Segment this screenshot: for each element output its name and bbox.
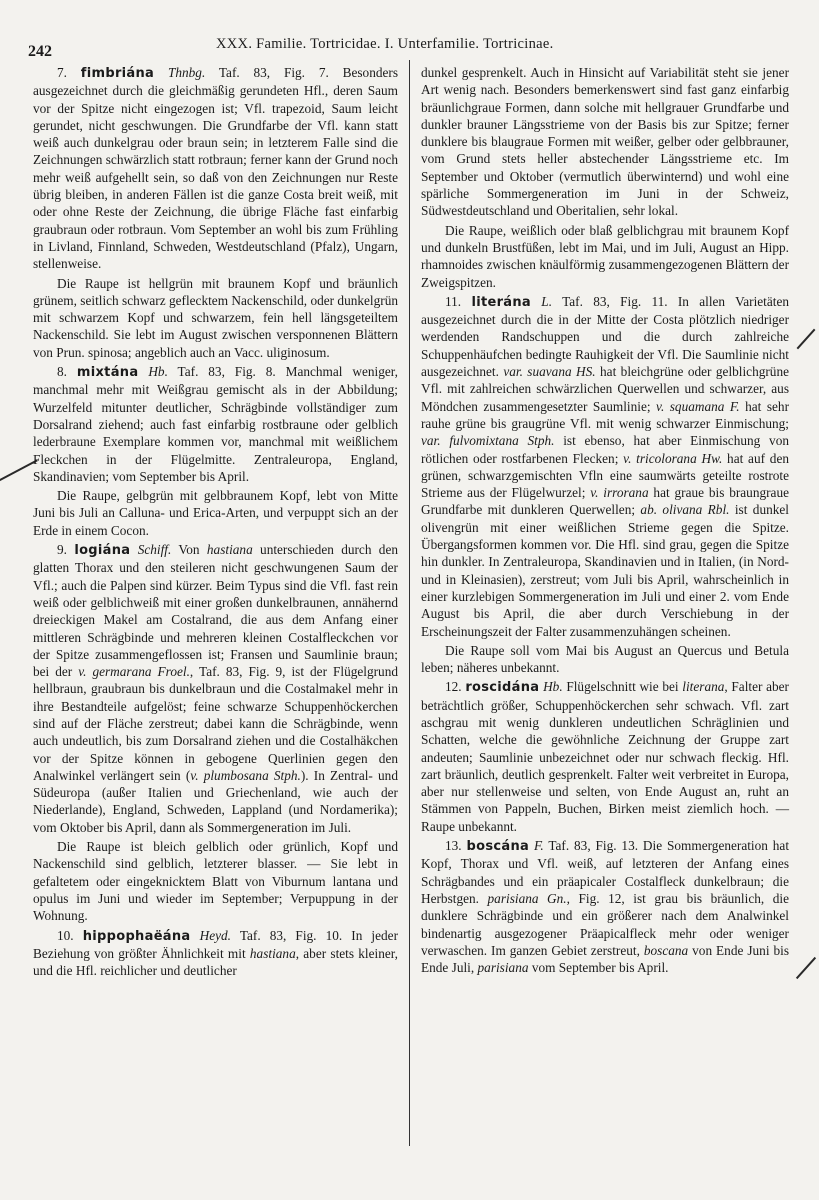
margin-pencil-mark xyxy=(796,957,816,979)
species-name: fimbriána xyxy=(80,66,155,81)
entry-number: 7. xyxy=(57,65,67,80)
entry-text: Taf. 83, Fig. 7. Besonders ausgezeichnet durch die gleichmäßig gerundeten Hfl., deren Saum vor der Spitze nicht eingezogen ist; Vfl. trapezoid, Saum leicht gerundet, nicht geschwungen. Die Grundfarbe der Vfl. kann statt weiß auch dunkelgrau oder braun sein; in letzterem Falle sind die Zeichnungen schwärzlich statt rotbraun; ferner kann der Grund noch mehr weiß aufgehellt sein, so daß von den Zeichnungen nur Reste übrig bleiben, in anderen Fällen ist die ganze Costa breit weiß, mit oder ohne Reste der Zeichnung, die übrige Fläche fast einfarbig graubraun oder rotbraun. Vom September an wohl bis zum Frühling in Livland, Finnland, Schweden, Westdeutschland (Pfalz), Ungarn, stellenweise. xyxy=(33,65,398,272)
entry-literana xyxy=(421,293,789,640)
entry-roscidana xyxy=(421,678,789,835)
entry-mixtana xyxy=(33,363,398,485)
entry-fimbriana xyxy=(33,64,398,273)
larva-paragraph: Die Raupe, weißlich oder blaß gelblichgrau mit braunem Kopf und dunkeln Brustfüßen, lebt im Mai, und im Juli, August an Hipp. rhamnoides zwischen knäulförmig zusammengezogenen Blättern der Zweigspitzen. xyxy=(421,222,789,290)
author: L. xyxy=(541,293,553,309)
species-reference: literana xyxy=(682,679,725,695)
entry-text: Taf. 83, Fig. 8. Manchmal weniger, manchmal mehr mit Weißgrau gemischt als in der Abbildung; Wurzelfeld mitunter deutlicher, Schrägbinde vollständiger zum Dorsalrand ziehend; auch fast einfarbig rostbraune oder gelblich lederbraune Exemplare kommen vor, manchmal mit weißlichem Fleckchen in der Flügelmitte. Zentraleuropa, England, Skandinavien; vom September bis April. xyxy=(33,364,399,484)
entry-text: ist dunkel olivengrün mit einer weißlichen Strieme gegen die Spitze. Übergangsformen kommen vor. Die Hfl. sind grau, gegen die Spitze hin dunkler. In Zentraleuropa, Skandinavien und in Italien, (in Nord- und in Kleinasien), zerstreut; vom Juli bis April, wahrscheinlich in einer kurzlebigen Sommergeneration im Juli und einer 2. vom Ende August bis April, die aber durch Verschiebung in der Erscheinungszeit der Falter zusammenzuhängen scheinen. xyxy=(421,502,789,639)
variety-name: parisiana xyxy=(477,960,529,976)
larva-paragraph: Die Raupe soll vom Mai bis August an Quercus und Betula leben; näheres unbekannt. xyxy=(421,642,789,676)
author: F. xyxy=(533,838,544,854)
species-name: literána xyxy=(471,294,531,310)
column-divider xyxy=(409,60,410,1146)
variety-name: parisiana Gn. xyxy=(487,890,567,906)
continued-paragraph: dunkel gesprenkelt. Auch in Hinsicht auf Variabilität steht sie jener Art wenig nach. Besonders bemerkenswert sind fast ganz einfarbig bräunlichgraue Formen, dann solche mit hellgrauer Grundfarbe und dunkler brauner Längsstrieme von der Basis bis zur Spitze; ferner dunklere bis blaugraue Formen mit weißer, gelber oder gelbbrauner, vom Grund stets heller abstechender Längsstrieme etc. Im September und Oktober (vermutlich überwinternd) und wohl eine spärliche Sommergeneration im Juni in der Schweiz, Südwestdeutschland und Oberitalien, sehr lokal. xyxy=(421,65,789,219)
author: Heyd. xyxy=(199,927,231,943)
entry-text: von Ende Juni bis Ende Juli, xyxy=(421,942,789,976)
entry-text: hat auf den grünen, schwarzgemischten Vfln eine saumwärts geteilte rostrote Strieme aus der Flügelwurzel; xyxy=(421,450,789,501)
entry-text: vom September bis April. xyxy=(528,960,669,976)
species-reference: boscana xyxy=(643,942,689,958)
entry-text: unterschieden durch den glatten Thorax und den steileren nicht geschwungenen Saum der Vfl.; auch die Palpen sind kürzer. Beim Typus sind die Vfl. fast rein weiß oder gelblichweiß mit einer großen dunkelbraunen, annähernd dreieckigen Makel am Costalrand, die aus dem Anfang einer mittleren Schrägbinde und mehreren kleinen Costalfleckchen vor der Spitze zusammengeflossen ist; Fransen und Saumlinie braun; bei der xyxy=(33,542,398,680)
entry-text: , Taf. 83, Fig. 9, ist der Flügelgrund hellbraun, graubraun bis dunkelbraun und die Costalmakel mehr in ihre Bestandteile aufgelöst; feine schwarze Schuppenhöckerchen sind auf der Fläche zerstreut; dabei kann die Schrägbinde, wenn auch undeutlich, bis zum Dorsalrand ziehen und die Costalhäkchen vor der Spitze können in gebogene Querlinien gegen den Analwinkel verlängert sein ( xyxy=(33,664,399,783)
variety-name: v. tricolorana Hw. xyxy=(623,450,723,466)
entry-text: ist ebenso, hat aber Einmischung von rötlichen oder rostfarbenen Flecken; xyxy=(421,433,789,466)
entry-number: 11. xyxy=(445,293,462,309)
entry-text: , Fig. 12, ist grau bis bräunlich, die dunklere Schrägbinde und ein größerer nach dem Analwinkel bindenartig ausgezogener Präapicalfleck mehr oder weniger verwaschen. Im ganzen Gebiet zerstreut, xyxy=(421,890,789,958)
author: Hb. xyxy=(148,364,168,380)
variety-name: var. fulvomixtana Stph. xyxy=(421,433,555,449)
entry-text: ). In Zentral- und Südeuropa (außer Italien und Griechenland, wie auch der Niederlande), England, Schweden, Lappland (und Nordamerika); vom Oktober bis April, dann als Sommergeneration im Juli. xyxy=(33,767,398,835)
entry-number: 13. xyxy=(445,838,462,854)
species-name: hippophaëána xyxy=(82,928,191,944)
right-column xyxy=(421,64,789,978)
author: Thnbg. xyxy=(167,65,206,80)
species-name: mixtána xyxy=(76,365,139,381)
entry-text: Taf. 83, Fig. 13. Die Sommergeneration hat Kopf, Thorax und Vfl. weiß, auf letzteren der Anfang eines Schrägbandes und ein präapicaler Costalfleck dunkelbraun; die Herbstgen. xyxy=(421,838,790,906)
entry-text: , aber stets kleiner, und die Hfl. reichlicher und deutlicher xyxy=(33,945,398,979)
entry-number: 9. xyxy=(57,542,67,558)
entry-text: hat bleichgrüne oder gelblichgrüne Vfl. mit zahlreichen schwärzlichen Querwellen und schwarzer, aus Möndchen zusammengesetzter Saumlinie; xyxy=(421,364,789,414)
variety-name: v. plumbosana Stph. xyxy=(190,767,301,783)
variety-name: ab. olivana Rbl. xyxy=(640,502,730,518)
entry-text: Flügelschnitt wie bei xyxy=(562,679,683,695)
entry-hippophaeana xyxy=(33,927,398,980)
variety-name: v. irrorana xyxy=(590,485,649,501)
entry-text: , Falter aber beträchtlich größer, Schuppenhöckerchen sehr schwach. Vfl. zart aschgrau mit wenig dunkleren undeutlichen Schräglinien und Schatten, welche die gewöhnliche Zeichnung der Gruppe zart andeuten; Saumlinie unbezeichnet oder nur schwach fleckig. Hfl. zart bräunlich, deutlich gesprenkelt. Falter weit verbreitet in Europa, aber nur stellenweise und selten, von Ende August an, ruht an Stämmen von Pappeln, Buchen, Birken meist ziemlich hoch. — Raupe unbekannt. xyxy=(421,679,789,834)
entry-boscana xyxy=(421,837,789,976)
larva-paragraph: Die Raupe, gelbgrün mit gelbbraunem Kopf, lebt von Mitte Juni bis Juli an Calluna- und Erica-Arten, und verpuppt sich an der Erde in einem Cocon. xyxy=(33,488,398,538)
larva-paragraph: Die Raupe ist hellgrün mit braunem Kopf und bräunlich grünem, seitlich schwarz geflecktem Nackenschild, oder dunkelgrün mit schwarzem Kopf und schwarzem, fein hell längsgeteiltem Nackenschild. Sie lebt im August zwischen versponnenen Blättern von Prun. spinosa; angeblich auch an Vacc. uliginosum. xyxy=(33,275,398,360)
margin-pencil-mark xyxy=(797,329,816,350)
author: Schiff. xyxy=(137,542,172,558)
species-reference: hastiana xyxy=(249,945,296,961)
larva-paragraph: Die Raupe ist bleich gelblich oder grünlich, Kopf und Nackenschild sind gelblich, letzterer blasser. — Sie lebt in gefaltetem oder eingeknicktem Blatt von Viburnum lantana und opulus im Juni und wieder im September; Verpuppung in der Wohnung. xyxy=(33,839,398,924)
entry-text: hat graue bis braungraue Grundfarbe mit dunkleren Querwellen; xyxy=(421,485,789,518)
species-name: boscána xyxy=(466,839,530,855)
entry-text: Taf. 83, Fig. 10. In jeder Beziehung von größter Ähnlichkeit mit xyxy=(33,927,398,961)
variety-name: var. suavana HS. xyxy=(503,364,596,380)
species-name: logiána xyxy=(74,543,131,559)
entry-text: Taf. 83, Fig. 11. In allen Varietäten ausgezeichnet durch die in der Mitte der Costa plötzlich niedriger werdenden Randschuppen und die durch zahlreiche Schuppenhäufchen bedingte Rauhigkeit der Vfl. Die Saumlinie nicht ausgezeichnet. xyxy=(421,293,790,380)
entry-number: 10. xyxy=(57,927,74,943)
entry-number: 8. xyxy=(57,364,67,380)
entry-logiana xyxy=(33,541,398,836)
species-name: roscidána xyxy=(465,680,540,696)
author: Hb. xyxy=(543,679,563,695)
entry-text: hat sehr rauhe grüne bis graugrüne Vfl. mit wenig schwarzer Einmischung; xyxy=(421,398,789,431)
page-number: 242 xyxy=(28,43,52,60)
variety-name: v. squamana F. xyxy=(656,398,740,414)
variety-name: v. germarana Froel. xyxy=(78,664,190,680)
entry-number: 12. xyxy=(445,679,462,695)
entry-text: Von xyxy=(171,542,207,558)
species-reference: hastiana xyxy=(206,542,253,558)
left-column xyxy=(33,64,398,981)
running-head: XXX. Familie. Tortricidae. I. Unterfamilie. Tortricinae. xyxy=(216,36,554,52)
